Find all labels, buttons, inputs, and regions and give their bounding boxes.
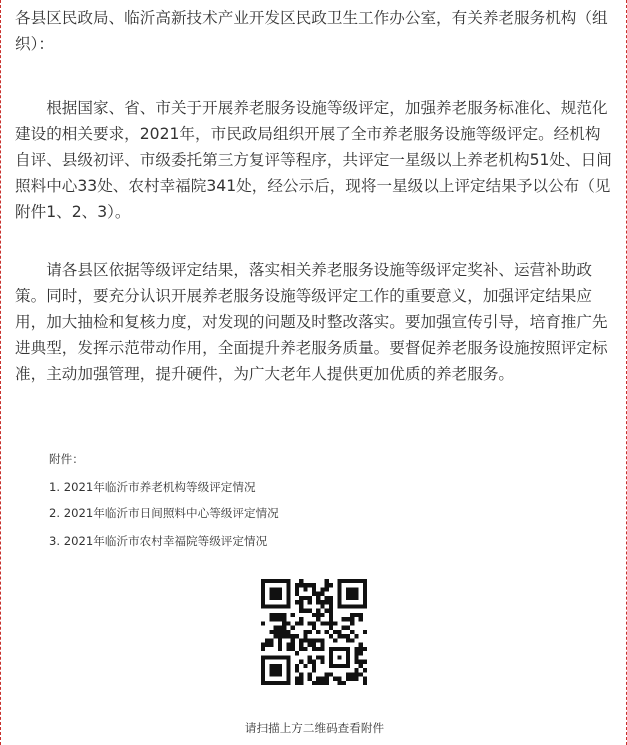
qr-module xyxy=(337,634,341,638)
qr-module xyxy=(295,621,299,625)
qr-module xyxy=(333,621,337,625)
qr-module xyxy=(342,681,346,685)
qr-module xyxy=(354,655,358,659)
qr-module xyxy=(295,592,299,596)
qr-module xyxy=(329,613,333,617)
qr-module xyxy=(359,660,363,664)
qr-module xyxy=(320,677,324,681)
qr-module xyxy=(316,617,320,621)
qr-module xyxy=(295,677,299,681)
qr-code[interactable] xyxy=(261,579,367,685)
qr-module xyxy=(286,630,290,634)
qr-module xyxy=(329,600,333,604)
qr-module xyxy=(359,643,363,647)
qr-module xyxy=(265,638,269,642)
qr-module xyxy=(308,630,312,634)
qr-module xyxy=(278,626,282,630)
qr-module xyxy=(320,621,324,625)
qr-module xyxy=(312,664,316,668)
qr-module xyxy=(359,664,363,668)
qr-module xyxy=(363,660,367,664)
qr-module xyxy=(316,647,320,651)
qr-module xyxy=(333,638,337,642)
qr-module xyxy=(320,681,324,685)
qr-module xyxy=(269,613,273,617)
qr-module xyxy=(303,609,307,613)
qr-module xyxy=(299,677,303,681)
qr-module xyxy=(354,677,358,681)
qr-module xyxy=(274,617,278,621)
qr-module xyxy=(269,638,273,642)
qr-module xyxy=(308,600,312,604)
qr-module xyxy=(308,596,312,600)
qr-module xyxy=(308,638,312,642)
qr-module xyxy=(329,672,333,676)
qr-module xyxy=(299,643,303,647)
qr-module xyxy=(329,609,333,613)
qr-module xyxy=(291,643,295,647)
qr-module xyxy=(274,630,278,634)
qr-module xyxy=(320,647,324,651)
qr-module xyxy=(282,634,286,638)
qr-module xyxy=(359,613,363,617)
qr-module xyxy=(312,668,316,672)
attachments-heading: 附件： xyxy=(49,452,84,466)
qr-module xyxy=(291,647,295,651)
qr-module xyxy=(316,677,320,681)
qr-module xyxy=(278,643,282,647)
qr-module xyxy=(308,677,312,681)
qr-module xyxy=(282,617,286,621)
qr-module xyxy=(329,621,333,625)
qr-module xyxy=(316,592,320,596)
qr-module xyxy=(295,600,299,604)
qr-module xyxy=(303,664,307,668)
qr-module xyxy=(350,621,354,625)
qr-module xyxy=(325,583,329,587)
qr-module xyxy=(354,634,358,638)
qr-module xyxy=(350,617,354,621)
qr-module xyxy=(325,587,329,591)
qr-module xyxy=(312,626,316,630)
qr-module xyxy=(312,643,316,647)
qr-module xyxy=(316,655,320,659)
qr-module xyxy=(342,626,346,630)
qr-module xyxy=(312,638,316,642)
qr-module xyxy=(346,638,350,642)
qr-module xyxy=(325,579,329,583)
qr-module xyxy=(299,600,303,604)
qr-module xyxy=(346,617,350,621)
qr-module xyxy=(363,630,367,634)
qr-module xyxy=(261,643,265,647)
qr-module xyxy=(363,647,367,651)
qr-module xyxy=(291,638,295,642)
qr-module xyxy=(295,651,299,655)
qr-module xyxy=(316,681,320,685)
qr-module xyxy=(308,609,312,613)
qr-module xyxy=(325,672,329,676)
qr-module xyxy=(346,677,350,681)
qr-module xyxy=(303,587,307,591)
qr-module xyxy=(316,609,320,613)
qr-module xyxy=(325,630,329,634)
qr-module xyxy=(316,638,320,642)
qr-module xyxy=(295,634,299,638)
qr-module xyxy=(299,596,303,600)
qr-module xyxy=(308,660,312,664)
qr-module xyxy=(312,647,316,651)
qr-module xyxy=(278,638,282,642)
qr-module xyxy=(354,651,358,655)
qr-module xyxy=(354,660,358,664)
qr-module xyxy=(299,604,303,608)
qr-module xyxy=(308,655,312,659)
qr-module xyxy=(350,613,354,617)
qr-module xyxy=(354,613,358,617)
qr-module xyxy=(278,617,282,621)
qr-module xyxy=(325,621,329,625)
attachment-link-2[interactable]: 2. 2021年临沂市日间照料中心等级评定情况 xyxy=(49,506,279,520)
body-paragraph-2: 请各县区依据等级评定结果，落实相关养老服务设施等级评定奖补、运营补助政策。同时，要充分认识开展养老服务设施等级评定工作的重要意义，加强评定结果应用，加大抽检和复核力度，对发现的问题及时整改落实。要加强宣传引导，培育推广先进典型，发挥示范带动作用，全面提升养老服务质量。要督促养老服务设施按照评定标准，主动加强管理，提升硬件，为广大老年人提供更加优质的养老服务。 xyxy=(15,261,608,383)
qr-module xyxy=(308,672,312,676)
qr-module xyxy=(269,617,273,621)
qr-module xyxy=(333,677,337,681)
qr-module xyxy=(359,672,363,676)
qr-module xyxy=(274,634,278,638)
qr-module xyxy=(295,681,299,685)
qr-module xyxy=(299,681,303,685)
qr-module xyxy=(320,587,324,591)
qr-module xyxy=(342,634,346,638)
qr-module xyxy=(346,672,350,676)
qr-module xyxy=(320,600,324,604)
qr-module xyxy=(312,592,316,596)
qr-module xyxy=(320,660,324,664)
qr-module xyxy=(320,592,324,596)
qr-module xyxy=(303,630,307,634)
qr-module xyxy=(299,621,303,625)
qr-module xyxy=(265,643,269,647)
qr-module xyxy=(359,647,363,651)
qr-module xyxy=(312,660,316,664)
qr-module xyxy=(299,660,303,664)
qr-module xyxy=(303,647,307,651)
qr-module xyxy=(282,613,286,617)
qr-module xyxy=(320,643,324,647)
qr-module xyxy=(274,613,278,617)
qr-module xyxy=(325,681,329,685)
qr-module xyxy=(346,634,350,638)
qr-module xyxy=(295,664,299,668)
qr-module xyxy=(299,583,303,587)
qr-module xyxy=(291,634,295,638)
qr-module xyxy=(278,613,282,617)
qr-caption: 请扫描上方二维码查看附件 xyxy=(244,721,385,735)
qr-module xyxy=(329,583,333,587)
qr-module xyxy=(295,668,299,672)
qr-module xyxy=(320,655,324,659)
qr-module xyxy=(329,596,333,600)
qr-module xyxy=(269,643,273,647)
qr-module xyxy=(282,626,286,630)
qr-module xyxy=(350,630,354,634)
qr-module xyxy=(329,626,333,630)
qr-module xyxy=(308,643,312,647)
qr-module xyxy=(333,630,337,634)
qr-module xyxy=(312,621,316,625)
qr-module xyxy=(269,630,273,634)
qr-module xyxy=(308,583,312,587)
qr-module xyxy=(320,613,324,617)
qr-module xyxy=(359,651,363,655)
qr-module xyxy=(346,626,350,630)
qr-module xyxy=(286,647,290,651)
qr-module xyxy=(278,647,282,651)
qr-module xyxy=(316,600,320,604)
qr-module xyxy=(342,617,346,621)
qr-module xyxy=(312,613,316,617)
qr-module xyxy=(282,621,286,625)
attachment-link-3[interactable]: 3. 2021年临沂市农村幸福院等级评定情况 xyxy=(49,534,268,548)
qr-module xyxy=(312,583,316,587)
qr-module xyxy=(278,634,282,638)
qr-module xyxy=(354,647,358,651)
qr-module xyxy=(291,613,295,617)
qr-module xyxy=(282,630,286,634)
qr-module xyxy=(286,643,290,647)
qr-module xyxy=(295,583,299,587)
qr-module xyxy=(316,613,320,617)
qr-module xyxy=(286,634,290,638)
salutation: 各县区民政局、临沂高新技术产业开发区民政卫生工作办公室，有关养老服务机构（组织）： xyxy=(15,9,608,53)
qr-module xyxy=(320,604,324,608)
qr-module xyxy=(303,596,307,600)
qr-module xyxy=(261,647,265,651)
qr-module xyxy=(350,677,354,681)
qr-module xyxy=(291,626,295,630)
qr-module xyxy=(320,638,324,642)
qr-module xyxy=(363,677,367,681)
qr-module xyxy=(329,617,333,621)
qr-module xyxy=(299,672,303,676)
qr-module xyxy=(325,596,329,600)
qr-module xyxy=(261,621,265,625)
qr-module xyxy=(325,600,329,604)
qr-module xyxy=(337,630,341,634)
qr-module xyxy=(303,583,307,587)
qr-module xyxy=(363,681,367,685)
qr-module xyxy=(316,630,320,634)
qr-module xyxy=(299,638,303,642)
qr-module xyxy=(350,672,354,676)
qr-module xyxy=(278,630,282,634)
qr-module xyxy=(359,617,363,621)
qr-module xyxy=(299,617,303,621)
qr-module xyxy=(325,609,329,613)
qr-module xyxy=(299,579,303,583)
qr-module xyxy=(350,638,354,642)
qr-module xyxy=(337,677,341,681)
qr-module xyxy=(274,626,278,630)
qr-module xyxy=(325,677,329,681)
qr-module xyxy=(354,668,358,672)
attachment-link-1[interactable]: 1. 2021年临沂市养老机构等级评定情况 xyxy=(49,480,256,494)
qr-module xyxy=(329,604,333,608)
qr-module xyxy=(303,638,307,642)
qr-module xyxy=(329,634,333,638)
qr-module xyxy=(286,621,290,625)
qr-module xyxy=(312,587,316,591)
body-paragraph-1: 根据国家、省、市关于开展养老服务设施等级评定，加强养老服务标准化、规范化建设的相关要求，2021年，市民政局组织开展了全市养老服务设施等级评定。经机构自评、县级初评、市级委托第三方复评等程序，共评定一星级以上养老机构51处、日间照料中心33处、农村幸福院341处，经公示后，现将一星级以上评定结果予以公布（见附件1、2、3）。 xyxy=(15,99,612,221)
qr-module xyxy=(295,587,299,591)
qr-module xyxy=(299,609,303,613)
qr-module xyxy=(312,681,316,685)
qr-module xyxy=(308,621,312,625)
qr-module xyxy=(354,672,358,676)
qr-module xyxy=(299,647,303,651)
qr-module xyxy=(337,681,341,685)
qr-module xyxy=(363,668,367,672)
qr-module xyxy=(316,596,320,600)
qr-module xyxy=(303,634,307,638)
